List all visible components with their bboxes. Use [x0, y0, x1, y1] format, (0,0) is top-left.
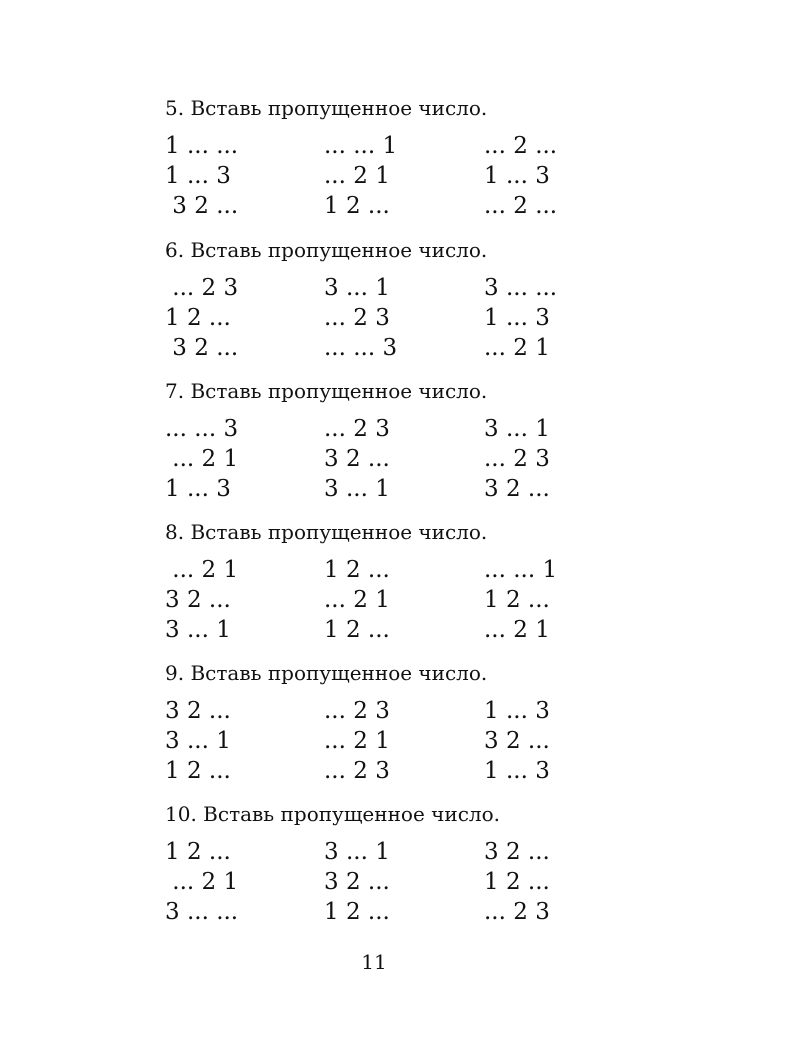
sequence-cell: ... 2 ...: [484, 193, 558, 219]
sequence-cell: 1 2 ...: [324, 557, 390, 583]
page-number: 11: [361, 950, 387, 974]
task-8: [165, 520, 625, 647]
task-10: [165, 802, 625, 929]
sequence-cell: ... 2 1: [165, 557, 239, 583]
sequence-cell: ... 2 3: [324, 416, 390, 442]
number-grid: [165, 273, 625, 365]
sequence-cell: 3 2 ...: [484, 728, 550, 754]
sequence-cell: ... 2 1: [324, 163, 390, 189]
sequence-cell: 3 ... 1: [324, 476, 390, 502]
sequence-cell: 1 2 ...: [165, 839, 231, 865]
number-grid: [165, 837, 625, 929]
sequence-cell: ... 2 3: [484, 446, 550, 472]
sequence-cell: ... 2 3: [324, 305, 390, 331]
number-grid: [165, 696, 625, 788]
sequence-cell: 3 2 ...: [165, 587, 231, 613]
sequence-cell: 1 ... 3: [484, 163, 550, 189]
sequence-cell: 3 2 ...: [324, 869, 390, 895]
sequence-cell: 1 2 ...: [324, 899, 390, 925]
sequence-cell: 3 ... 1: [165, 617, 231, 643]
sequence-cell: 3 ... 1: [484, 416, 550, 442]
sequence-cell: 1 2 ...: [165, 758, 231, 784]
sequence-cell: ... 2 ...: [484, 133, 558, 159]
sequence-cell: 1 2 ...: [324, 617, 390, 643]
sequence-cell: ... 2 3: [324, 698, 390, 724]
sequence-cell: 3 2 ...: [324, 446, 390, 472]
sequence-cell: 3 ... ...: [484, 275, 558, 301]
number-grid: [165, 414, 625, 506]
sequence-cell: 3 2 ...: [484, 476, 550, 502]
task-title: 5. Вставь пропущенное число.: [165, 96, 488, 120]
task-5: [165, 96, 625, 223]
sequence-cell: 1 ... ...: [165, 133, 239, 159]
number-grid: [165, 131, 625, 223]
sequence-cell: 3 2 ...: [165, 335, 239, 361]
sequence-cell: ... 2 1: [165, 446, 239, 472]
task-6: [165, 238, 625, 365]
sequence-cell: 3 ... ...: [165, 899, 239, 925]
sequence-cell: 3 ... 1: [165, 728, 231, 754]
sequence-cell: ... 2 1: [324, 587, 390, 613]
task-title: 9. Вставь пропущенное число.: [165, 661, 488, 685]
sequence-cell: 1 ... 3: [484, 305, 550, 331]
sequence-cell: 1 2 ...: [324, 193, 390, 219]
sequence-cell: 3 ... 1: [324, 275, 390, 301]
sequence-cell: 3 ... 1: [324, 839, 390, 865]
sequence-cell: 3 2 ...: [165, 698, 231, 724]
sequence-cell: ... ... 3: [324, 335, 398, 361]
sequence-cell: 1 ... 3: [484, 698, 550, 724]
task-title: 7. Вставь пропущенное число.: [165, 379, 488, 403]
sequence-cell: ... 2 1: [484, 335, 550, 361]
number-grid: [165, 555, 625, 647]
sequence-cell: ... 2 1: [484, 617, 550, 643]
sequence-cell: ... 2 1: [165, 869, 239, 895]
sequence-cell: 1 ... 3: [165, 163, 231, 189]
sequence-cell: 1 2 ...: [484, 587, 550, 613]
sequence-cell: 1 2 ...: [484, 869, 550, 895]
sequence-cell: ... 2 3: [484, 899, 550, 925]
task-title: 10. Вставь пропущенное число.: [165, 802, 501, 826]
task-9: [165, 661, 625, 788]
sequence-cell: 1 ... 3: [484, 758, 550, 784]
task-title: 6. Вставь пропущенное число.: [165, 238, 488, 262]
sequence-cell: ... 2 1: [324, 728, 390, 754]
sequence-cell: ... ... 1: [484, 557, 558, 583]
sequence-cell: ... 2 3: [324, 758, 390, 784]
sequence-cell: ... ... 3: [165, 416, 239, 442]
sequence-cell: 3 2 ...: [484, 839, 550, 865]
sequence-cell: 3 2 ...: [165, 193, 239, 219]
task-7: [165, 379, 625, 506]
task-title: 8. Вставь пропущенное число.: [165, 520, 488, 544]
sequence-cell: ... ... 1: [324, 133, 398, 159]
sequence-cell: 1 ... 3: [165, 476, 231, 502]
sequence-cell: ... 2 3: [165, 275, 239, 301]
sequence-cell: 1 2 ...: [165, 305, 231, 331]
